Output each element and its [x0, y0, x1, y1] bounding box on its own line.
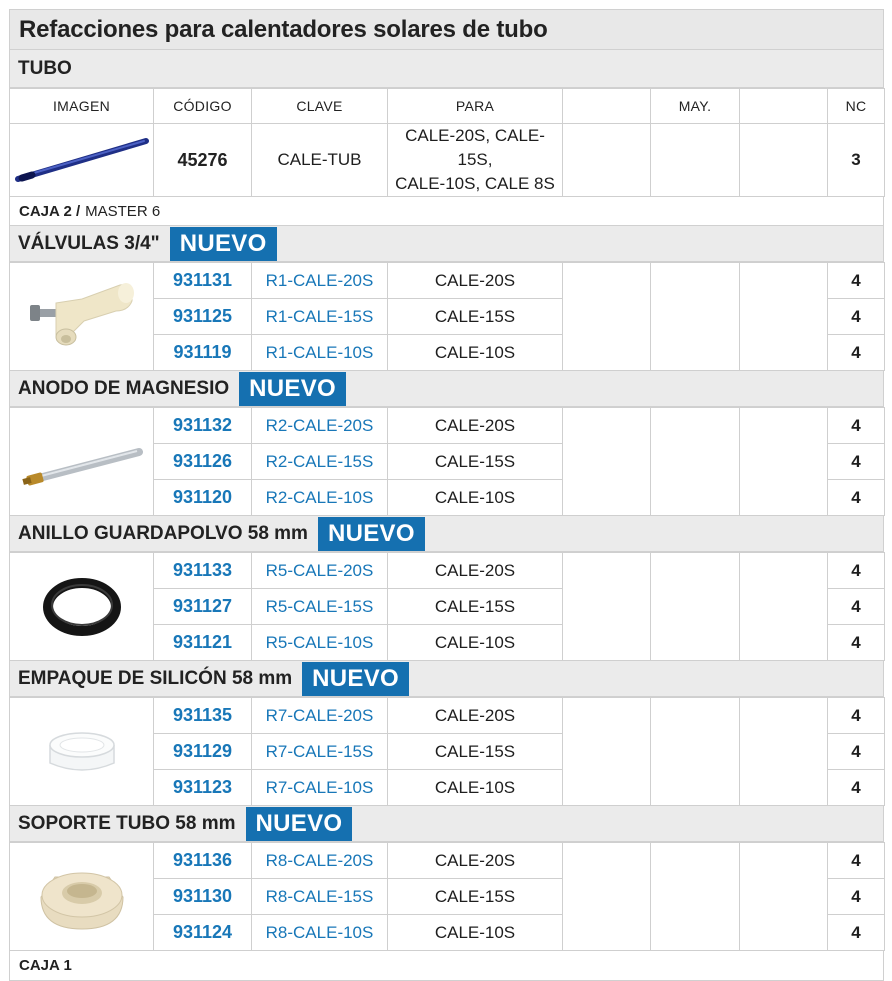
nc-cell: 3: [828, 124, 885, 197]
section-title: VÁLVULAS 3/4": [18, 232, 160, 254]
product-image-cell: [10, 263, 154, 371]
code-cell: 931127: [154, 589, 252, 625]
clave-cell: R7-CALE-15S: [252, 734, 388, 770]
product-image-cell: [10, 553, 154, 661]
para-cell: CALE-15S: [388, 299, 563, 335]
nc-cell: 4: [828, 915, 885, 951]
valve-icon: [22, 277, 142, 357]
code-cell: 931119: [154, 335, 252, 371]
page-title: Refacciones para calentadores solares de tubo: [9, 9, 884, 50]
code-cell: 931120: [154, 480, 252, 516]
nc-cell: 4: [828, 553, 885, 589]
code-cell: 931135: [154, 698, 252, 734]
blank-cell: [740, 124, 828, 197]
col-blank-2: [740, 89, 828, 124]
code-cell: 931121: [154, 625, 252, 661]
nc-cell: 4: [828, 770, 885, 806]
para-cell: CALE-20S: [388, 553, 563, 589]
blank-cell: [563, 843, 651, 951]
nc-cell: 4: [828, 698, 885, 734]
para-cell: CALE-15S: [388, 879, 563, 915]
col-imagen: IMAGEN: [10, 89, 154, 124]
para-cell: [388, 124, 563, 197]
clave-cell: R7-CALE-20S: [252, 698, 388, 734]
clave-cell: R5-CALE-15S: [252, 589, 388, 625]
section-header-0: [9, 226, 884, 262]
blank-cell: [740, 698, 828, 806]
nuevo-badge: NUEVO: [302, 662, 409, 696]
blank-cell: [563, 553, 651, 661]
code-cell: 931129: [154, 734, 252, 770]
section-title: SOPORTE TUBO 58 mm: [18, 812, 236, 834]
nuevo-badge: NUEVO: [246, 807, 353, 841]
product-image-cell: [10, 843, 154, 951]
table-row: [10, 263, 885, 299]
section-header-3: [9, 661, 884, 697]
clave-cell: R8-CALE-10S: [252, 915, 388, 951]
nc-cell: 4: [828, 625, 885, 661]
section-header-tubo: [9, 50, 884, 88]
para-cell: CALE-15S: [388, 734, 563, 770]
table-row: [10, 553, 885, 589]
nc-cell: 4: [828, 879, 885, 915]
section-title: TUBO: [18, 57, 72, 79]
table-row: [10, 124, 885, 197]
nc-cell: 4: [828, 444, 885, 480]
blank-cell: [563, 698, 651, 806]
blank-cell: [563, 408, 651, 516]
table-header-row: [10, 89, 885, 124]
product-image-cell: [10, 408, 154, 516]
nuevo-badge: NUEVO: [170, 227, 277, 261]
clave-cell: R5-CALE-10S: [252, 625, 388, 661]
section-header-2: [9, 516, 884, 552]
para-cell: CALE-10S: [388, 480, 563, 516]
may-cell: [651, 698, 740, 806]
may-cell: [651, 124, 740, 197]
section-table: [9, 842, 885, 951]
code-cell: 931130: [154, 879, 252, 915]
para-cell: CALE-20S: [388, 843, 563, 879]
caja-note: [9, 197, 884, 226]
caja-footer: [9, 951, 884, 981]
clave-cell: R1-CALE-10S: [252, 335, 388, 371]
section-header-4: [9, 806, 884, 842]
may-cell: [651, 553, 740, 661]
table-row: [10, 843, 885, 879]
section-title: ANODO DE MAGNESIO: [18, 377, 230, 399]
code-cell: 931126: [154, 444, 252, 480]
para-line-1: CALE-20S, CALE-15S,: [405, 126, 545, 169]
section-title: EMPAQUE DE SILICÓN 58 mm: [18, 667, 293, 689]
section-table: [9, 552, 885, 661]
caja-footer-label: CAJA 1: [19, 957, 72, 974]
tubo-table: [9, 88, 885, 197]
clave-cell: R8-CALE-15S: [252, 879, 388, 915]
catalog-sheet: [9, 9, 884, 981]
nc-cell: 4: [828, 589, 885, 625]
para-cell: CALE-20S: [388, 263, 563, 299]
clave-cell: R1-CALE-15S: [252, 299, 388, 335]
product-image-cell: [10, 698, 154, 806]
caja-label: CAJA 2 /: [19, 202, 81, 220]
para-cell: CALE-10S: [388, 770, 563, 806]
para-cell: CALE-10S: [388, 915, 563, 951]
clave-cell: R5-CALE-20S: [252, 553, 388, 589]
clave-cell: CALE-TUB: [252, 124, 388, 197]
col-para: PARA: [388, 89, 563, 124]
tube-image-cell: [10, 124, 154, 197]
nuevo-badge: NUEVO: [318, 517, 425, 551]
section-header-1: [9, 371, 884, 407]
silicone-gasket-icon: [32, 717, 132, 787]
clave-cell: R2-CALE-20S: [252, 408, 388, 444]
section-table: [9, 407, 885, 516]
nc-cell: 4: [828, 734, 885, 770]
col-may: MAY.: [651, 89, 740, 124]
para-cell: CALE-20S: [388, 408, 563, 444]
code-cell: 931123: [154, 770, 252, 806]
nc-cell: 4: [828, 408, 885, 444]
table-row: [10, 408, 885, 444]
code-cell: 931131: [154, 263, 252, 299]
para-cell: CALE-10S: [388, 625, 563, 661]
clave-cell: R2-CALE-10S: [252, 480, 388, 516]
col-clave: CLAVE: [252, 89, 388, 124]
code-cell: 45276: [154, 124, 252, 197]
blank-cell: [740, 843, 828, 951]
solar-tube-icon: [12, 135, 152, 185]
nuevo-badge: NUEVO: [239, 372, 346, 406]
section-table: [9, 697, 885, 806]
col-codigo: CÓDIGO: [154, 89, 252, 124]
nc-cell: 4: [828, 843, 885, 879]
section-table: [9, 262, 885, 371]
para-line-2: CALE-10S, CALE 8S: [395, 174, 555, 193]
may-cell: [651, 408, 740, 516]
para-cell: CALE-15S: [388, 589, 563, 625]
para-cell: CALE-15S: [388, 444, 563, 480]
blank-cell: [740, 263, 828, 371]
col-nc: NC: [828, 89, 885, 124]
sections-container: [9, 226, 884, 951]
caja-master: MASTER 6: [85, 202, 161, 220]
code-cell: 931132: [154, 408, 252, 444]
nc-cell: 4: [828, 263, 885, 299]
clave-cell: R8-CALE-20S: [252, 843, 388, 879]
blank-cell: [563, 263, 651, 371]
blank-cell: [740, 553, 828, 661]
blank-cell: [740, 408, 828, 516]
nc-cell: 4: [828, 480, 885, 516]
rubber-ring-icon: [32, 572, 132, 642]
col-blank-1: [563, 89, 651, 124]
clave-cell: R2-CALE-15S: [252, 444, 388, 480]
tube-support-icon: [27, 857, 137, 937]
code-cell: 931133: [154, 553, 252, 589]
para-cell: CALE-20S: [388, 698, 563, 734]
code-cell: 931136: [154, 843, 252, 879]
para-cell: CALE-10S: [388, 335, 563, 371]
clave-cell: R7-CALE-10S: [252, 770, 388, 806]
nc-cell: 4: [828, 299, 885, 335]
table-row: [10, 698, 885, 734]
may-cell: [651, 843, 740, 951]
may-cell: [651, 263, 740, 371]
clave-cell: R1-CALE-20S: [252, 263, 388, 299]
code-cell: 931125: [154, 299, 252, 335]
section-title: ANILLO GUARDAPOLVO 58 mm: [18, 522, 308, 544]
anode-rod-icon: [17, 432, 147, 492]
blank-cell: [563, 124, 651, 197]
code-cell: 931124: [154, 915, 252, 951]
nc-cell: 4: [828, 335, 885, 371]
